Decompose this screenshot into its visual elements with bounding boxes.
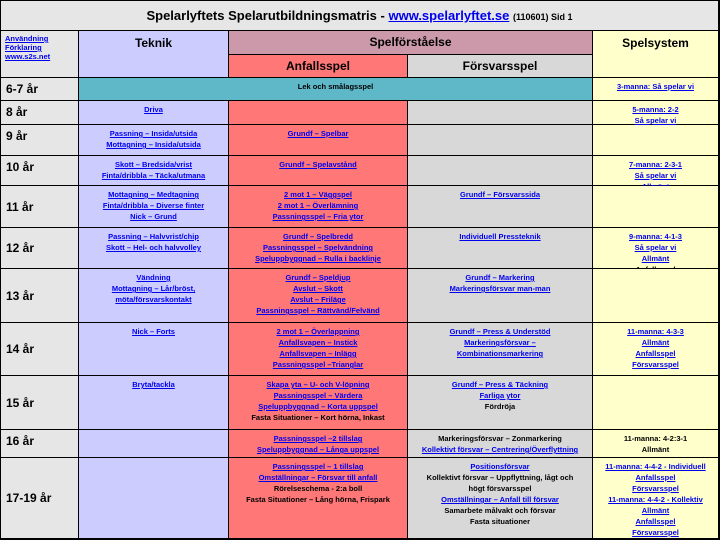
column-header-spelsystem: Spelsystem <box>593 31 719 78</box>
spelsystem-link[interactable]: Så spelar vi <box>634 116 677 125</box>
teknik-cell <box>79 458 229 539</box>
spelsystem-text: Allmänt <box>641 445 670 454</box>
teknik-cell <box>79 323 229 376</box>
age-label: 15 år <box>1 376 79 430</box>
anfallsspel-cell <box>229 228 408 269</box>
forsvarsspel-link[interactable]: Grundf – Press & Täckning <box>451 380 549 389</box>
teknik-cell <box>79 156 229 186</box>
spelsystem-link[interactable]: Försvarsspel <box>632 484 679 493</box>
spelsystem-link[interactable]: 9-manna: 4-1-3 <box>629 232 682 241</box>
spelsystem-cell <box>593 186 719 228</box>
forsvarsspel-link[interactable]: Kollektivt försvar – Centrering/Överflyttning <box>421 445 579 454</box>
teknik-link[interactable]: Skott – Bredsida/vrist <box>114 160 193 169</box>
title-suffix: (110601) Sid 1 <box>513 12 573 22</box>
lek-label: Lek och smålagsspel <box>297 82 374 91</box>
spelsystem-link[interactable]: 11-manna: 4-4-2 - Individuell <box>605 462 706 471</box>
teknik-link[interactable]: Bryta/tackla <box>132 380 175 389</box>
anfallsspel-cell <box>229 101 408 125</box>
spelsystem-link[interactable]: 7-manna: 2-3-1 <box>629 160 682 169</box>
anfallsspel-link[interactable]: Speluppbyggnad – Långa uppspel <box>256 445 380 454</box>
age-label: 13 år <box>1 269 79 323</box>
forsvarsspel-cell <box>408 323 593 376</box>
forsvarsspel-cell <box>408 156 593 186</box>
forsvarsspel-cell <box>408 101 593 125</box>
anfallsspel-link[interactable]: Avslut – Skott <box>293 284 343 293</box>
spelsystem-link[interactable]: Anfallsspel <box>635 349 676 358</box>
forsvarsspel-link[interactable]: Grundf – Markering <box>465 273 535 282</box>
teknik-cell <box>79 228 229 269</box>
forsvarsspel-link[interactable]: Kombinationsmarkering <box>456 349 544 358</box>
forsvarsspel-text: Kollektivt försvar – Uppflyttning, lågt och <box>426 473 574 482</box>
forsvarsspel-link[interactable]: Omställningar – Anfall till försvar <box>441 495 559 504</box>
anfallsspel-link[interactable]: 2 mot 1 – Överlappning <box>276 327 360 336</box>
teknik-link[interactable]: Finta/dribbla – Diverse finter <box>102 201 205 210</box>
forsvarsspel-text: Markeringsförsvar – Zonmarkering <box>438 434 562 443</box>
forsvarsspel-cell <box>408 458 593 539</box>
anfallsspel-cell <box>229 125 408 156</box>
age-label: 16 år <box>1 430 79 458</box>
forsvarsspel-cell <box>408 125 593 156</box>
spelsystem-cell <box>593 323 719 376</box>
teknik-link[interactable]: Driva <box>144 105 163 114</box>
anfallsspel-cell <box>229 323 408 376</box>
anfallsspel-text: Fasta Situationer – Kort hörna, Inkast <box>251 413 385 422</box>
age-label: 17-19 år <box>1 458 79 539</box>
forsvarsspel-link[interactable]: Farliga ytor <box>479 391 521 400</box>
teknik-link[interactable]: Finta/dribbla – Täcka/utmana <box>101 171 206 180</box>
anfallsspel-link[interactable]: Passningsspel – Spelvändning <box>262 243 374 252</box>
spelsystem-link[interactable]: Försvarsspel <box>632 360 679 369</box>
spelsystem-cell <box>593 125 719 156</box>
column-header-forsvarsspel: Försvarsspel <box>408 55 593 78</box>
page-title <box>1 1 719 31</box>
teknik-link[interactable]: Mottagning – Insida/utsida <box>106 140 201 149</box>
spelsystem-cell <box>593 430 719 458</box>
forsvarsspel-cell <box>408 376 593 430</box>
anfallsspel-cell <box>229 269 408 323</box>
forsvarsspel-link[interactable]: Markeringsförsvar man-man <box>449 284 551 293</box>
teknik-link[interactable]: Passning – Insida/utsida <box>109 129 198 138</box>
anfallsspel-link[interactable]: Passningsspel – Fria ytor <box>272 212 364 221</box>
anfallsspel-link[interactable]: Avslut – Frilägе <box>290 295 346 304</box>
anfallsspel-link[interactable]: Passningsspel – Värdera <box>273 391 363 400</box>
spelsystem-link[interactable]: 5-manna: 2-2 <box>632 105 679 114</box>
forsvarsspel-link[interactable]: Individuell Pressteknik <box>459 232 541 241</box>
anfallsspel-link[interactable]: Passningsspel –2 tillslag <box>273 434 363 443</box>
teknik-cell <box>79 269 229 323</box>
anfallsspel-link[interactable]: Grundf – Spelavstånd <box>279 160 357 169</box>
spelsystem-cell <box>593 156 719 186</box>
spelsystem-link[interactable]: Allmänt <box>641 338 670 347</box>
forsvarsspel-cell <box>408 430 593 458</box>
spelsystem-link[interactable]: 3-manna: Så spelar vi <box>616 82 695 91</box>
forsvarsspel-link[interactable]: Positionsförsvar <box>470 462 530 471</box>
forsvarsspel-cell <box>408 186 593 228</box>
spelsystem-cell <box>593 228 719 269</box>
anfallsspel-link[interactable]: Grundf – Speldjup <box>285 273 351 282</box>
teknik-link[interactable]: Skott – Hel- och halvvolley <box>105 243 202 252</box>
spelsystem-cell <box>593 101 719 125</box>
anfallsspel-link[interactable]: Grundf – Spelbredd <box>282 232 353 241</box>
teknik-link[interactable]: Vändning <box>136 273 171 282</box>
age-label: 6-7 år <box>1 78 79 101</box>
teknik-link[interactable]: Nick – Forts <box>132 327 175 336</box>
forsvarsspel-cell <box>408 228 593 269</box>
teknik-cell <box>79 186 229 228</box>
anfallsspel-text: Rörelseschema - 2:a boll <box>273 484 363 493</box>
anfallsspel-link[interactable]: Speluppbyggnad – Rulla i backlinje <box>255 254 381 263</box>
teknik-cell <box>79 101 229 125</box>
age-label: 9 år <box>1 125 79 156</box>
age-label: 8 år <box>1 101 79 125</box>
anfallsspel-text: Fasta Situationer – Lång hörna, Frispark <box>246 495 390 504</box>
teknik-link[interactable]: Nick – Grund <box>130 212 177 221</box>
column-header-spelforstaelse: Spelförståelse <box>229 31 593 55</box>
anfallsspel-link[interactable]: 2 mot 1 – Väggspel <box>284 190 352 199</box>
forsvarsspel-link[interactable]: Grundf – Press & Understöd <box>449 327 551 336</box>
spelsystem-link[interactable]: Anfallsspel <box>635 473 676 482</box>
teknik-link[interactable]: möta/försvarskontakt <box>115 295 192 304</box>
anfallsspel-cell <box>229 156 408 186</box>
anfallsspel-cell <box>229 458 408 539</box>
teknik-link[interactable]: Mottagning – Lår/bröst, <box>111 284 196 293</box>
spelsystem-link[interactable]: Allmänt <box>641 506 670 515</box>
spelsystem-link[interactable]: 11-manna: 4-4-2 - Kollektiv <box>608 495 703 504</box>
forsvarsspel-text: Fördröja <box>484 402 516 411</box>
age-label: 10 år <box>1 156 79 186</box>
spelsystem-text: 11-manna: 4-2:3-1 <box>623 434 688 443</box>
title-link[interactable]: www.spelarlyftet.se <box>388 8 510 23</box>
forsvarsspel-cell <box>408 269 593 323</box>
column-header-teknik: Teknik <box>79 31 229 78</box>
explanation-link-description[interactable]: Förklaring <box>5 43 42 52</box>
anfallsspel-cell <box>229 376 408 430</box>
column-header-anfallsspel: Anfallsspel <box>229 55 408 78</box>
teknik-cell <box>79 376 229 430</box>
teknik-link[interactable]: Mottagning – Medtagning <box>108 190 199 199</box>
anfallsspel-link[interactable]: Passningsspel – 1 tillslag <box>272 462 364 471</box>
anfallsspel-link[interactable]: Speluppbyggnad – Korta uppspel <box>258 402 378 411</box>
explanation-link-usage[interactable]: Användning <box>5 34 49 43</box>
explanation-cell <box>1 31 79 78</box>
anfallsspel-link[interactable]: Skapa yta – U- och V-löpning <box>266 380 370 389</box>
spelsystem-link[interactable]: Anfallsspel <box>635 517 676 526</box>
spelsystem-cell <box>593 78 719 101</box>
forsvarsspel-link[interactable]: Grundf – Försvarssida <box>459 190 541 199</box>
anfallsspel-cell <box>229 186 408 228</box>
title-main: Spelarlyftets Spelarutbildningsmatris - <box>146 8 385 23</box>
teknik-link[interactable]: Passning – Halvvrist/chip <box>108 232 199 241</box>
anfallsspel-link[interactable]: Passningsspel – Rättvänd/Felvänd <box>256 306 380 315</box>
anfallsspel-link[interactable]: Grundf – Spelbar <box>287 129 349 138</box>
age-label: 14 år <box>1 323 79 376</box>
spelsystem-link[interactable]: Allmänt <box>641 254 670 263</box>
lek-och-smalagsspel-cell <box>79 78 593 101</box>
anfallsspel-cell <box>229 430 408 458</box>
forsvarsspel-link[interactable]: Markeringsförsvar – <box>464 338 536 347</box>
spelsystem-link[interactable]: Så spelar vi <box>634 243 677 252</box>
spelsystem-link[interactable]: Så spelar vi <box>634 171 677 180</box>
spelsystem-cell <box>593 269 719 323</box>
age-label: 12 år <box>1 228 79 269</box>
spelsystem-cell <box>593 458 719 539</box>
anfallsspel-link[interactable]: Anfallsvapen – Instick <box>278 338 358 347</box>
anfallsspel-link[interactable]: 2 mot 1 – Överlämning <box>277 201 359 210</box>
teknik-cell <box>79 430 229 458</box>
forsvarsspel-text: Fasta situationer <box>469 517 530 526</box>
anfallsspel-link[interactable]: Omställningar – Försvar till anfall <box>258 473 378 482</box>
forsvarsspel-text: Samarbete målvakt och försvar <box>444 506 556 515</box>
anfallsspel-link[interactable]: Anfallsvapen – Inlägg <box>279 349 357 358</box>
spelsystem-link[interactable]: 11-manna: 4-3-3 <box>627 327 684 336</box>
teknik-cell <box>79 125 229 156</box>
spelsystem-cell <box>593 376 719 430</box>
age-label: 11 år <box>1 186 79 228</box>
forsvarsspel-text: högt försvarsspel <box>468 484 532 493</box>
anfallsspel-link[interactable]: Passningsspel –Trianglar <box>272 360 364 369</box>
explanation-link-site[interactable]: www.s2s.net <box>5 52 51 61</box>
spelsystem-link[interactable]: Försvarsspel <box>632 528 679 537</box>
